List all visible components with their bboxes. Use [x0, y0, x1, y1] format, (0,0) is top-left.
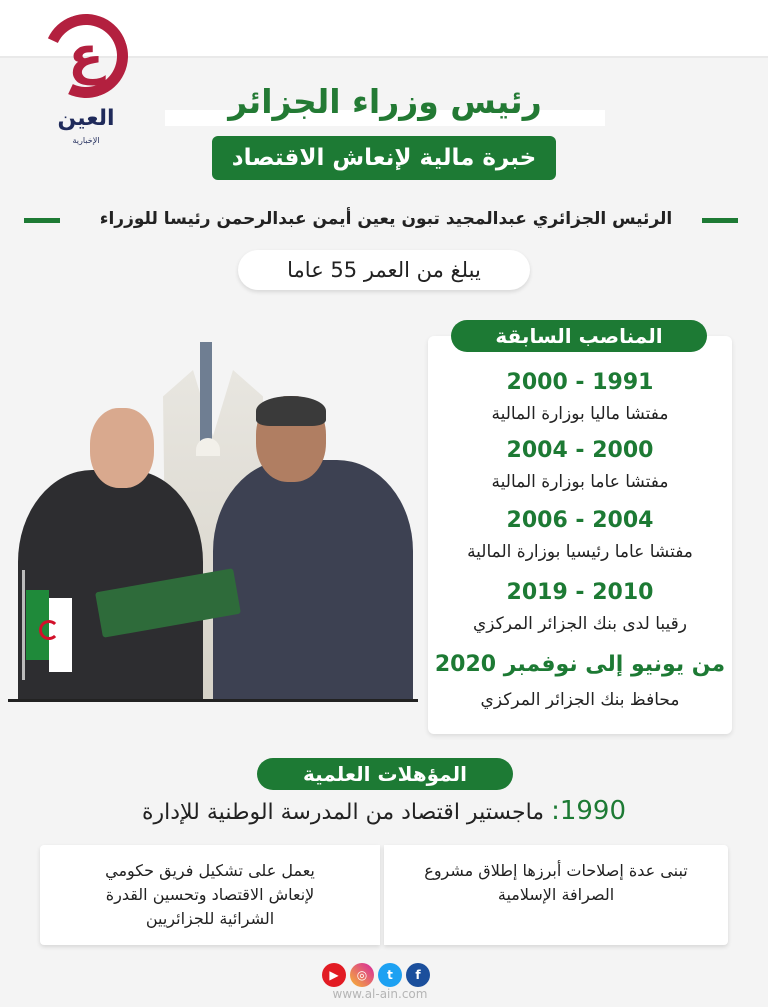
dash-decoration	[24, 218, 60, 223]
facebook-icon[interactable]: f	[406, 963, 430, 987]
degree-separator: :	[551, 796, 560, 826]
fact-card-government	[40, 845, 380, 945]
position-years: 2004 - 2000	[506, 438, 654, 463]
person-right-body	[213, 460, 413, 700]
person-right-hair	[256, 396, 326, 426]
dash-decoration	[702, 218, 738, 223]
news-headline-row	[0, 204, 768, 234]
position-role: محافظ بنك الجزائر المركزي	[480, 690, 680, 710]
fact-card-reforms	[384, 845, 728, 945]
photo-baseline	[8, 699, 418, 702]
al-ain-logo[interactable]	[40, 14, 132, 144]
tower	[200, 342, 212, 452]
instagram-icon[interactable]: ◎	[350, 963, 374, 987]
ministers-photo	[8, 340, 420, 702]
person-left-head	[90, 408, 154, 488]
position-role: رقيبا لدى بنك الجزائر المركزي	[473, 614, 687, 634]
page-subtitle: خبرة مالية لإنعاش الاقتصاد	[212, 136, 556, 180]
fact-text: يعمل على تشكيل فريق حكومي لإنعاش الاقتصاد وتحسين القدرة الشرائية للجزائريين	[105, 861, 315, 928]
positions-heading: المناصب السابقة	[451, 320, 707, 352]
position-role: مفتشا عاما بوزارة المالية	[491, 472, 669, 492]
position-years: 2019 - 2010	[506, 580, 654, 605]
position-role: مفتشا ماليا بوزارة المالية	[491, 404, 669, 424]
degree-year: 1990	[559, 796, 626, 826]
degree-line	[60, 794, 708, 830]
education-heading: المؤهلات العلمية	[257, 758, 513, 790]
position-role: مفتشا عاما رئيسيا بوزارة المالية	[467, 542, 693, 562]
age-badge: يبلغ من العمر 55 عاما	[238, 250, 530, 290]
twitter-icon[interactable]: t	[378, 963, 402, 987]
logo-subtitle: الإخبارية	[72, 136, 100, 145]
social-links	[322, 963, 430, 987]
degree-text: ماجستير اقتصاد من المدرسة الوطنية للإدارة	[142, 800, 545, 825]
fact-text: تبنى عدة إصلاحات أبرزها إطلاق مشروع الصرافة الإسلامية	[424, 861, 688, 904]
youtube-icon[interactable]: ▶	[322, 963, 346, 987]
position-years: من يونيو إلى نوفمبر 2020	[434, 652, 726, 677]
news-headline: الرئيس الجزائري عبدالمجيد تبون يعين أيمن عبدالرحمن رئيسا للوزراء	[99, 209, 673, 229]
logo-name: العين	[57, 106, 115, 131]
website-link[interactable]: www.al-ain.com	[332, 987, 428, 1001]
position-years: 2000 - 1991	[506, 370, 654, 395]
logo-glyph: ع	[68, 26, 104, 86]
position-years: 2006 - 2004	[506, 508, 654, 533]
dome	[196, 438, 220, 456]
algeria-flag-icon	[26, 590, 72, 680]
page-title: رئيس وزراء الجزائر	[228, 82, 542, 121]
